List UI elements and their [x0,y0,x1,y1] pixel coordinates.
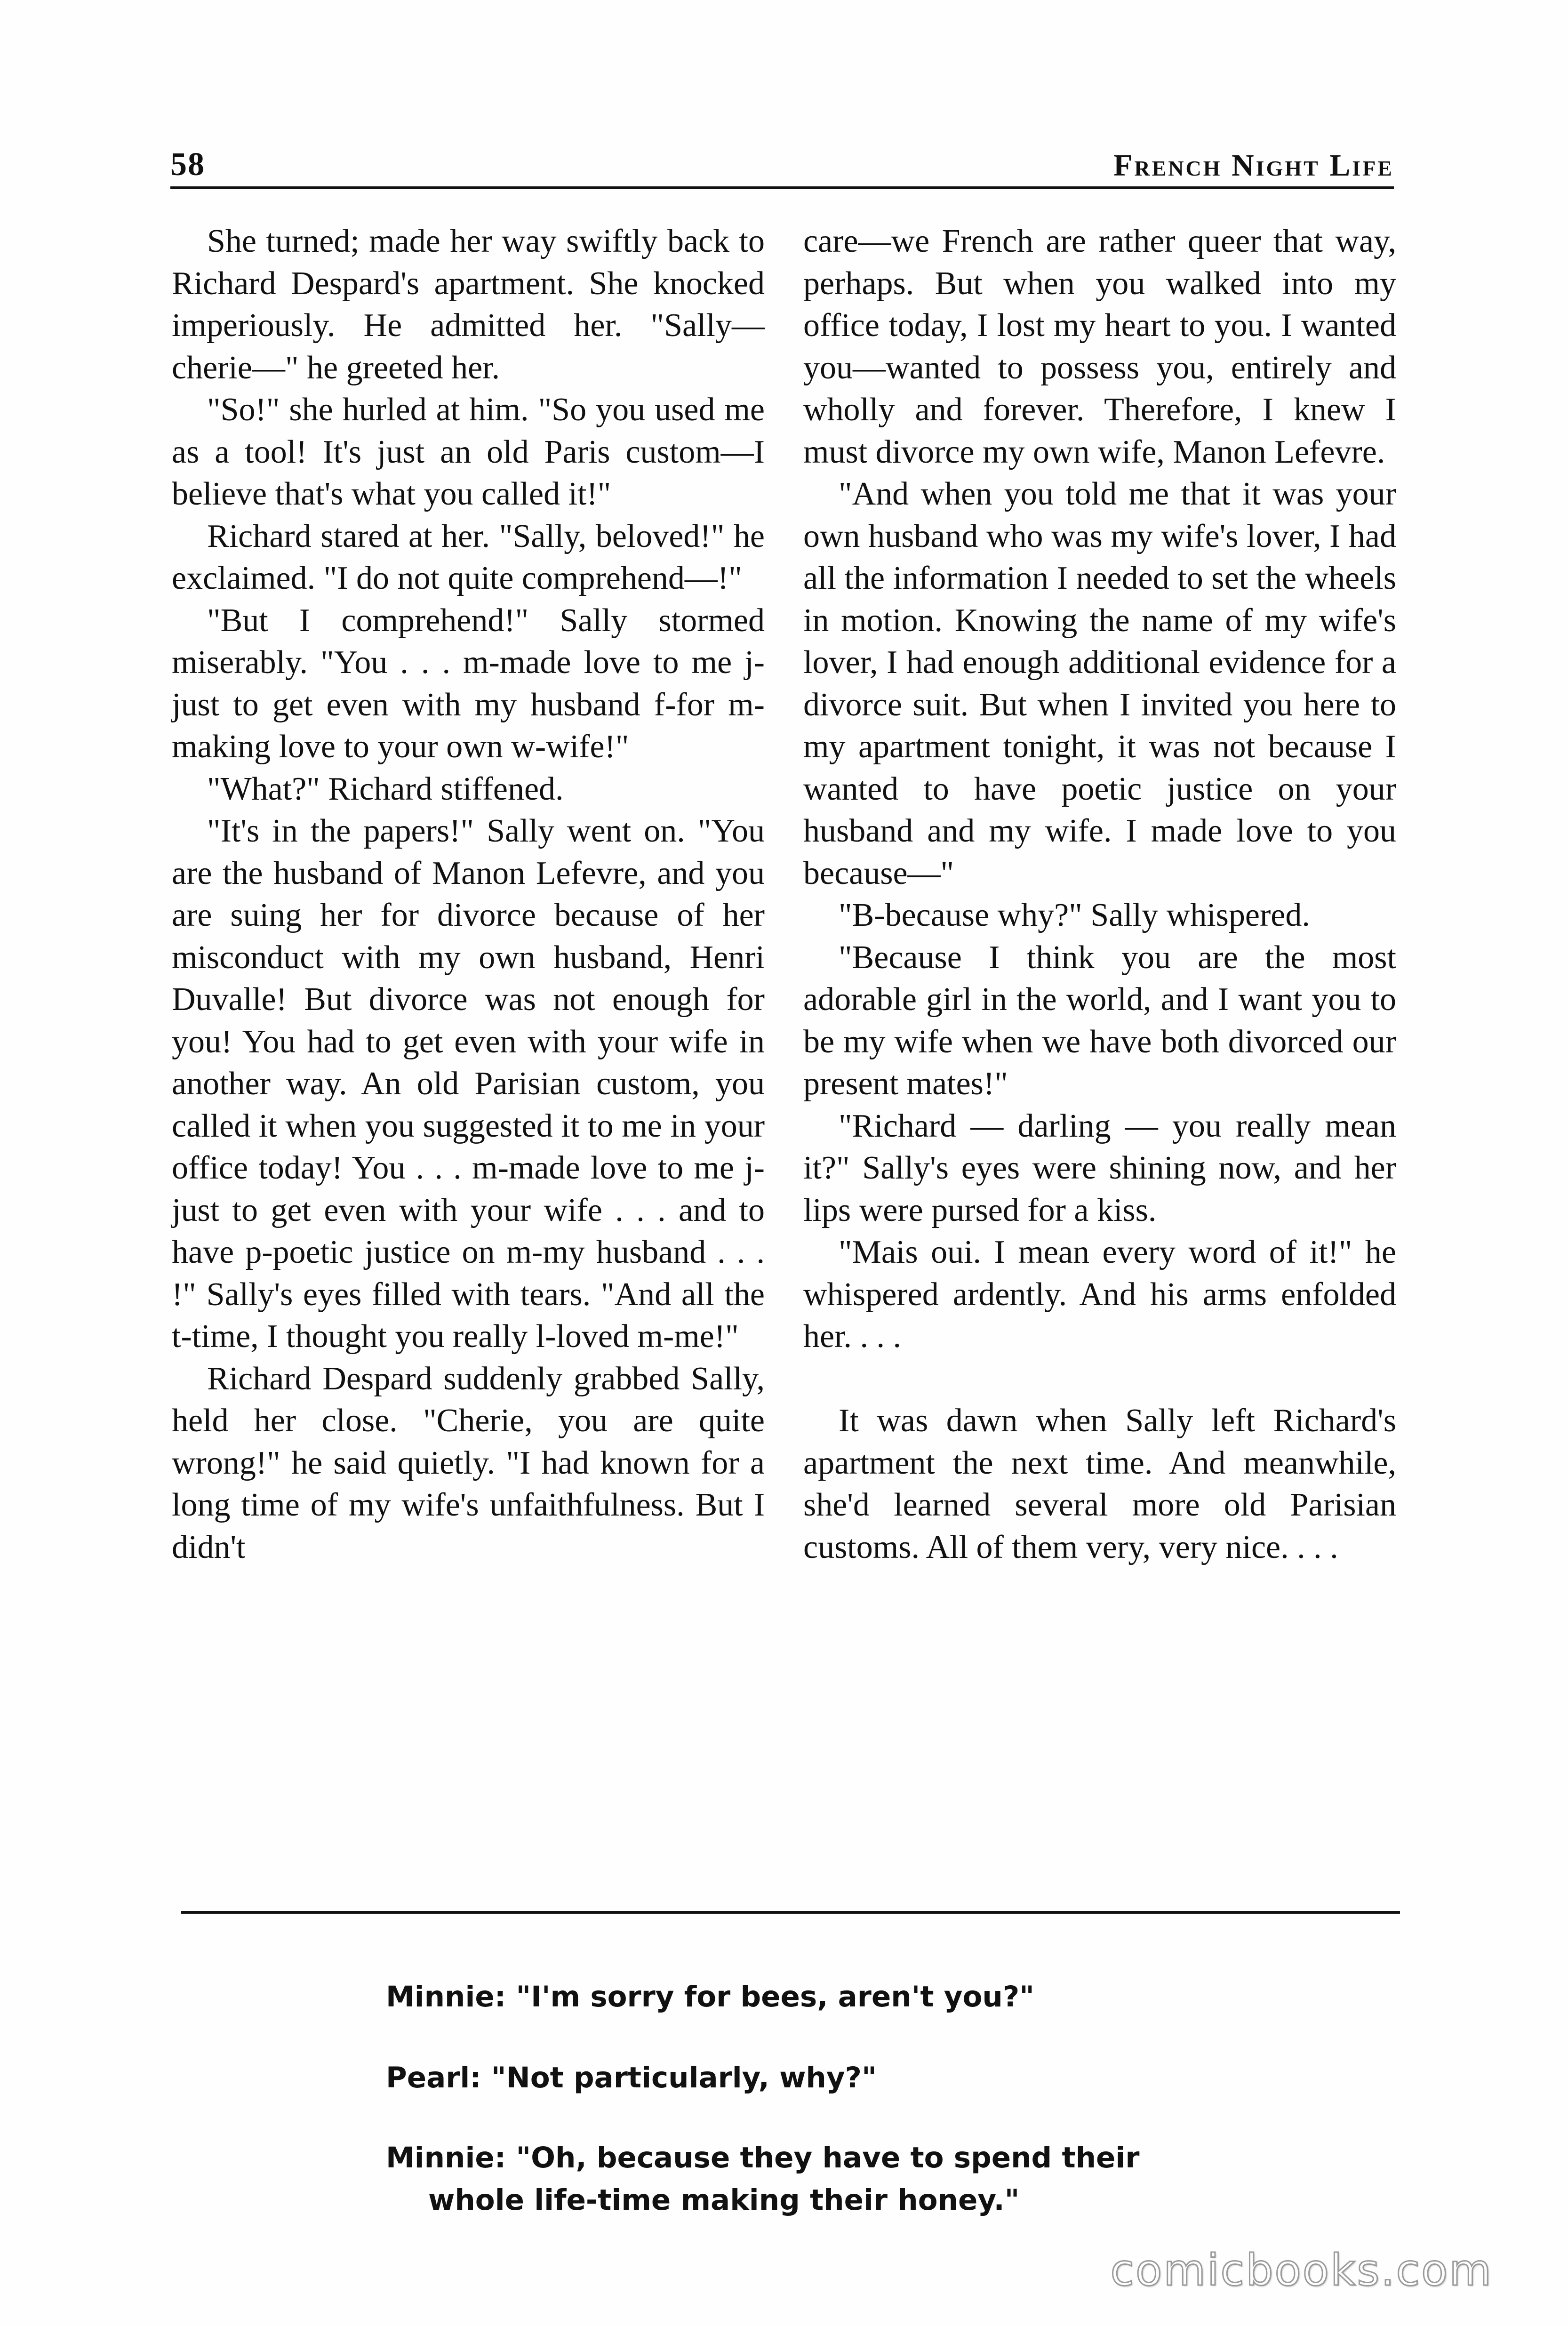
joke-line: Minnie: "I'm sorry for bees, aren't you?" [386,1980,1034,2013]
section-divider [181,1911,1400,1914]
joke-line: Minnie: "Oh, because they have to spend their [386,2141,1140,2174]
story-left-column [172,220,765,1568]
paragraph: "Because I think you are the most adorable girl in the world, and I want you to be my wife when we have both divorced our present mates!" [803,939,1396,1102]
page-number: 58 [170,146,205,183]
paragraph: "So!" she hurled at him. "So you used me as a tool! It's just an old Paris custom—I believe that's what you called it!" [172,392,765,512]
header-rule [170,186,1394,189]
paragraph: "But I comprehend!" Sally stormed miserably. "You . . . m-made love to me j-just to get even with my husband f-for m-making love to your own w-wife!" [172,602,765,765]
joke-line: Pearl: "Not particularly, why?" [386,2061,877,2094]
paragraph: Richard Despard suddenly grabbed Sally, held her close. "Cherie, you are quite wrong!" he said quietly. "I had known for a long time of my wife's unfaithfulness. But I didn't [172,1360,765,1565]
joke-line: whole life-time making their honey." [428,2183,1020,2217]
paragraph: "It's in the papers!" Sally went on. "You are the husband of Manon Lefevre, and you are suing her for divorce because of her misconduct with my own husband, Henri Duvalle! But divorce was not enough for you! You had to get even with your wife in another way. An old Parisian custom, you called it when you suggested it to me in your office today! You . . . m-made love to me j-just to get even with your wife . . . and to have p-poetic justice on m-my husband . . . !" Sally's eyes filled with tears. "And all the t-time, I thought you really l-loved m-me!" [172,813,765,1355]
site-watermark: comicbooks.com [1110,2245,1493,2295]
paragraph: "Mais oui. I mean every word of it!" he whispered ardently. And his arms enfolded her. . . . [803,1234,1396,1355]
paragraph: care—we French are rather queer that way, perhaps. But when you walked into my office today, I lost my heart to you. I wanted you—wanted to possess you, entirely and wholly and forever. Therefore, I knew I must divorce my own wife, Manon Lefevre. [803,223,1396,470]
running-head: French Night Life [1113,148,1394,183]
paragraph: It was dawn when Sally left Richard's apartment the next time. And meanwhile, she'd learned several more old Parisian customs. All of them very, very nice. . . . [803,1403,1396,1565]
paragraph: "Richard — darling — you really mean it?" Sally's eyes were shining now, and her lips were pursed for a kiss. [803,1107,1396,1228]
paragraph: "B-because why?" Sally whispered. [839,897,1310,933]
paragraph: "What?" Richard stiffened. [207,770,564,807]
page-header [170,141,1394,188]
story-right-column [803,220,1396,1568]
paragraph: She turned; made her way swiftly back to Richard Despard's apartment. She knocked imperiously. He admitted her. "Sally—cherie—" he greeted her. [172,223,765,386]
paragraph: "And when you told me that it was your own husband who was my wife's lover, I had all the information I needed to set the wheels in motion. Knowing the name of my wife's lover, I had enough additional evidence for a divorce suit. But when I invited you here to my apartment tonight, it was not because I wanted to have poetic justice on your husband and my wife. I made love to you because—" [803,476,1396,891]
paragraph: Richard stared at her. "Sally, beloved!" he exclaimed. "I do not quite comprehend—!" [172,518,765,596]
